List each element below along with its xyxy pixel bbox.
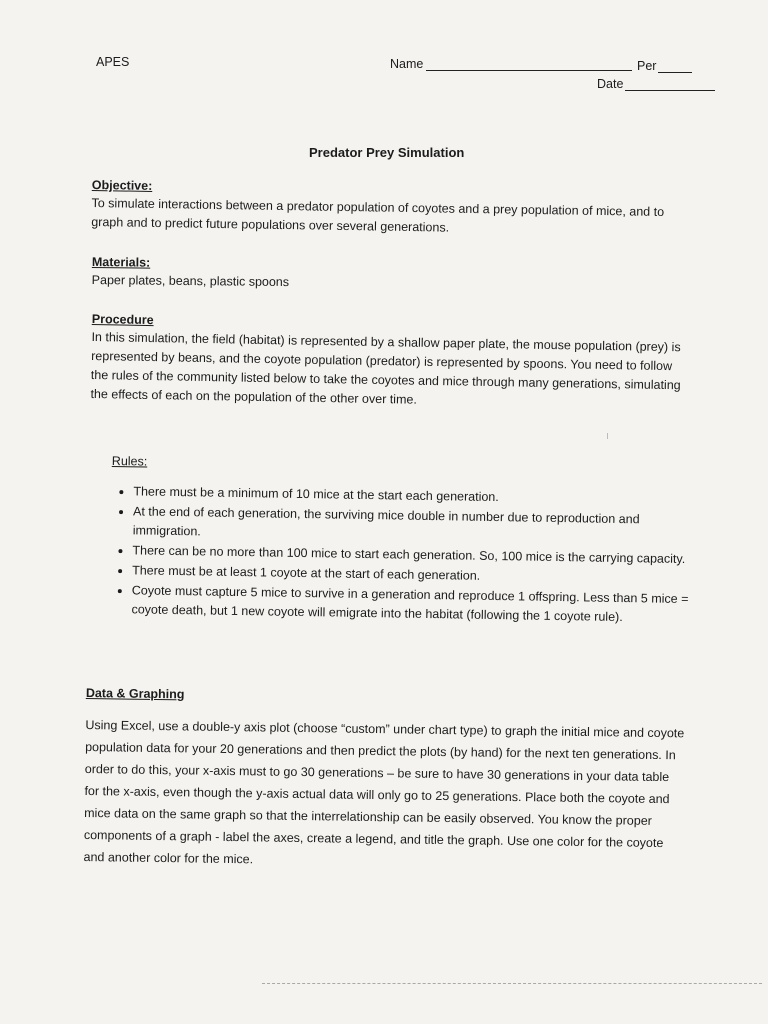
rule-item: • There can be no more than 100 mice to start each generation. So, 100 mice is the carrying capacity. [132, 541, 690, 569]
period-label: Per [637, 59, 657, 73]
name-label: Name [390, 57, 424, 71]
rules-heading: Rules: [111, 453, 148, 469]
rule-item: • There must be a minimum of 10 mice at the start each generation. [133, 482, 691, 510]
date-blank-line [625, 90, 715, 91]
data-graphing-heading: Data & Graphing [85, 685, 185, 702]
rules-section [109, 452, 692, 629]
scan-speck [607, 433, 608, 439]
objective-section [91, 176, 692, 241]
scan-artifact-line [262, 983, 762, 984]
name-blank-line [426, 70, 632, 71]
objective-text: To simulate interactions between a predator population of coyotes and a prey population of mice, and to graph and to predict future populations over several generations. [91, 195, 665, 235]
page-title: Predator Prey Simulation [309, 145, 465, 160]
materials-heading: Materials: [91, 254, 151, 270]
objective-heading: Objective: [91, 177, 153, 193]
data-graphing-text: Using Excel, use a double-y axis plot (choose “custom” under chart type) to graph the initial mice and coyote population data for your 20 generations and then predict the plots (by hand) for the next ten generations. In order to do this, your x-axis must to go 30 generations – be sure to have 30 generations in your data table for the x-axis, even though the y-axis actual data will only go to 25 generations. Place both the coyote and mice data on the same graph so that the interrelationship can be easily observed. You know the proper components of a graph - label the axes, create a legend, and title the graph. Use one color for the coyote and another color for the mice. [83, 717, 685, 867]
rule-item: • Coyote must capture 5 mice to survive in a generation and reproduce 1 offspring. Less than 5 mice = coyote death, but 1 new coyote will emigrate into the habitat (following the 1 coyote rule). [131, 581, 690, 628]
procedure-heading: Procedure [91, 311, 154, 328]
procedure-section [90, 310, 692, 414]
materials-text: Paper plates, beans, plastic spoons [91, 272, 290, 290]
date-label: Date [597, 77, 624, 91]
course-label: APES [96, 55, 130, 69]
data-graphing-section [83, 684, 686, 876]
period-blank-line [658, 72, 692, 73]
procedure-text: In this simulation, the field (habitat) is represented by a shallow paper plate, the mouse population (prey) is represented by beans, and the coyote population (predator) is represented by spoons. You need to follow the rules of the community listed below to take the coyotes and mice through many generations, simulating the effects of each on the population of the other over time. [90, 329, 681, 407]
rule-item: • There must be at least 1 coyote at the start of each generation. [132, 561, 690, 589]
rule-item: • At the end of each generation, the surviving mice double in number due to reproduction and immigration. [133, 502, 692, 549]
rules-list [109, 482, 691, 628]
materials-section [92, 253, 692, 296]
